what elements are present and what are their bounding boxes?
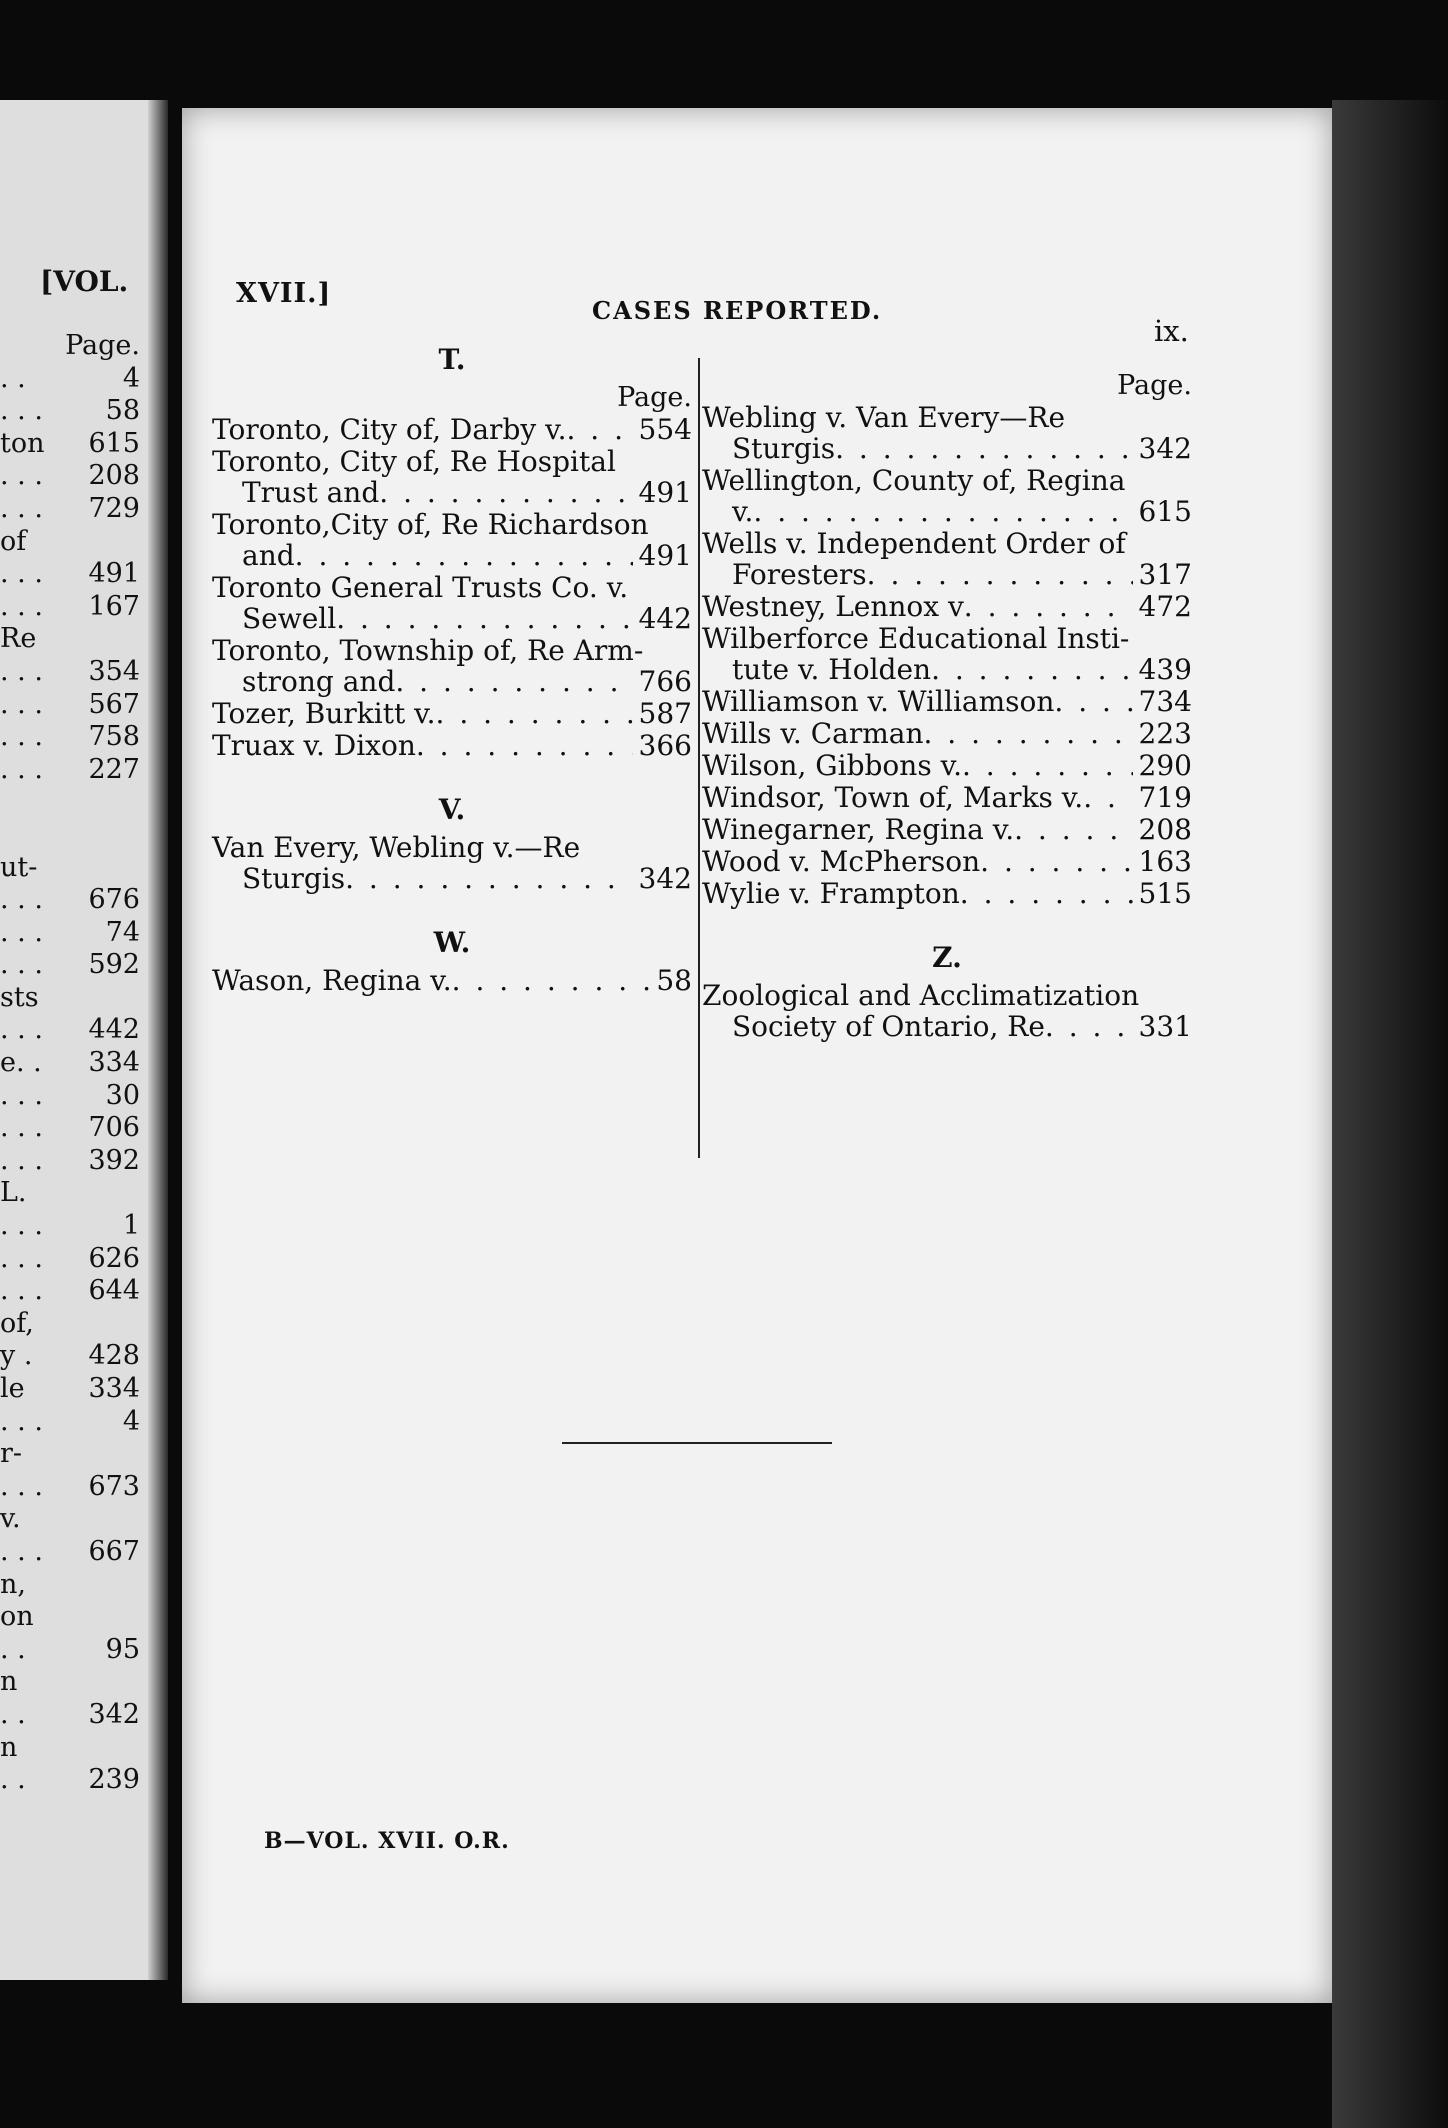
page-reference: 515 [1138, 877, 1192, 910]
entry-text: Toronto,City of, Re Richardson [212, 508, 649, 541]
index-entry [212, 730, 692, 761]
page-reference: 491 [638, 539, 692, 572]
facing-page-row-text: . . . [0, 395, 43, 427]
facing-page-row [0, 1601, 140, 1634]
index-entry-line [212, 965, 692, 996]
entry-text: Truax v. Dixon [212, 729, 416, 762]
facing-page [0, 100, 168, 1980]
dot-leader [295, 540, 633, 571]
facing-page-row-number: 729 [88, 492, 140, 524]
facing-page-row-number: 615 [88, 427, 140, 459]
index-column-left [212, 338, 692, 997]
facing-page-row [0, 1145, 140, 1178]
entry-text: Wilberforce Educational Insti- [702, 622, 1130, 655]
facing-page-row-text: . . . [0, 460, 43, 492]
index-entry-line [702, 654, 1192, 685]
entry-text: Webling v. Van Every—Re [702, 401, 1066, 434]
facing-page-row-text: r- [0, 1438, 23, 1470]
index-entry-line [212, 698, 692, 729]
facing-page-row-text: . . . [0, 1275, 43, 1307]
index-entry [702, 623, 1192, 685]
dot-leader [1083, 782, 1132, 813]
page-reference: 342 [1138, 432, 1192, 465]
facing-page-row [0, 689, 140, 722]
facing-page-row-text: . . . [0, 655, 43, 687]
facing-page-index-column [0, 330, 140, 1797]
dot-leader [931, 654, 1132, 685]
index-entry-line [702, 465, 1192, 496]
entry-text: and [242, 539, 295, 572]
index-entry-line [212, 603, 692, 634]
entry-text: Windsor, Town of, Marks v. [702, 781, 1084, 814]
index-page [182, 108, 1332, 2003]
facing-page-row [0, 1438, 140, 1471]
index-entry [702, 750, 1192, 781]
entry-text: Tozer, Burkitt v. [212, 697, 436, 730]
dot-leader [962, 750, 1133, 781]
facing-page-row-text: . . . [0, 1079, 43, 1111]
facing-page-row [0, 1536, 140, 1569]
index-entry [702, 980, 1192, 1042]
dot-leader [960, 878, 1133, 909]
facing-page-row [0, 1210, 140, 1243]
entry-text: Williamson v. Williamson [702, 685, 1055, 718]
facing-page-row-text: . . . [0, 721, 43, 753]
index-entry [702, 814, 1192, 845]
facing-page-row-text: . . . [0, 1014, 43, 1046]
facing-page-row-number: 644 [88, 1275, 140, 1307]
page-reference: 331 [1138, 1010, 1192, 1043]
dot-leader [1054, 686, 1132, 717]
facing-page-row [0, 1177, 140, 1210]
facing-page-row-number: 491 [88, 558, 140, 590]
facing-page-row [0, 1503, 140, 1536]
facing-page-row-number: 227 [88, 753, 140, 785]
book-gutter [148, 100, 168, 1980]
facing-page-row [0, 1308, 140, 1341]
index-entry [702, 465, 1192, 527]
page-reference: 719 [1138, 781, 1192, 814]
index-entry [212, 572, 692, 634]
page-reference: 734 [1138, 685, 1192, 718]
facing-page-row [0, 1406, 140, 1439]
dot-leader [1045, 1011, 1133, 1042]
facing-page-row-number: 4 [122, 362, 140, 394]
facing-page-row [0, 1112, 140, 1145]
entry-text: Wood v. McPherson [702, 845, 981, 878]
end-rule [562, 1442, 832, 1444]
facing-page-row-text: . . . [0, 884, 43, 916]
dot-leader [416, 730, 633, 761]
dot-leader [345, 863, 632, 894]
index-entry [212, 965, 692, 996]
section-gap [212, 895, 692, 921]
page-reference: 472 [1138, 590, 1192, 623]
facing-page-row-text: of, [0, 1307, 34, 1339]
facing-page-row-text: y . [0, 1340, 33, 1372]
index-entry-line [212, 863, 692, 894]
facing-page-row-number: 626 [88, 1242, 140, 1274]
facing-page-row [0, 623, 140, 656]
facing-page-row-number: 676 [88, 884, 140, 916]
index-entry-line [212, 666, 692, 697]
entry-text: Toronto General Trusts Co. v. [212, 571, 629, 604]
dot-leader [452, 965, 651, 996]
facing-page-row-text: . . . [0, 492, 43, 524]
facing-page-row [0, 786, 140, 819]
facing-page-row [0, 1243, 140, 1276]
page-reference: 58 [656, 964, 692, 997]
index-entry-line [702, 878, 1192, 909]
facing-page-row-number: 428 [88, 1340, 140, 1372]
page-reference: 317 [1138, 558, 1192, 591]
facing-page-row-text: n [0, 1666, 18, 1698]
section-letter: W. [433, 926, 471, 959]
entry-text: Wylie v. Frampton [702, 877, 960, 910]
facing-page-row [0, 428, 140, 461]
entry-text: Society of Ontario, Re [732, 1010, 1045, 1043]
facing-page-row-text: e. . [0, 1047, 42, 1079]
facing-page-row [0, 1764, 140, 1797]
facing-page-row-number: 442 [88, 1014, 140, 1046]
facing-page-row-text: Re [0, 623, 37, 655]
index-entry-line [702, 718, 1192, 749]
facing-page-row-text: . . [0, 1698, 26, 1730]
page-reference: 163 [1138, 845, 1192, 878]
page-column-label: Page. [617, 382, 692, 413]
running-head-title: CASES REPORTED. [592, 296, 883, 325]
page-folio: ix. [1154, 314, 1189, 348]
facing-page-row [0, 395, 140, 428]
facing-page-row-number: 567 [88, 688, 140, 720]
facing-page-row-text: . . . [0, 916, 43, 948]
index-entry [212, 635, 692, 697]
section-gap [212, 762, 692, 788]
facing-page-row-number: 1 [122, 1210, 140, 1242]
facing-page-row [0, 591, 140, 624]
running-head-volume: XVII.] [236, 278, 332, 309]
facing-page-row [0, 917, 140, 950]
page-edge-shadow [1332, 100, 1448, 2128]
section-gap [702, 910, 1192, 936]
facing-page-row-number: 667 [88, 1535, 140, 1567]
facing-page-row [0, 558, 140, 591]
facing-page-row-text: . . . [0, 1405, 43, 1437]
facing-page-row [0, 819, 140, 852]
column-rule [698, 358, 700, 1158]
facing-page-row [0, 1471, 140, 1504]
facing-page-row [0, 982, 140, 1015]
facing-page-row [0, 656, 140, 689]
facing-page-row [0, 1699, 140, 1732]
dot-leader [924, 718, 1133, 749]
facing-page-row-text: . . . [0, 1535, 43, 1567]
facing-page-row-text: n [0, 1731, 18, 1763]
dot-leader [835, 433, 1132, 464]
entry-text: tute v. Holden [732, 653, 932, 686]
facing-page-row-text: . . . [0, 558, 43, 590]
entry-text: Sturgis [732, 432, 836, 465]
index-column-right [702, 370, 1192, 1043]
facing-page-row-number: 58 [105, 395, 140, 427]
index-entry [212, 698, 692, 729]
facing-page-row [0, 526, 140, 559]
entry-text: v. [732, 495, 754, 528]
entry-text: Winegarner, Regina v. [702, 813, 1015, 846]
index-entry [702, 686, 1192, 717]
index-entry-line [702, 814, 1192, 845]
index-entry-line [702, 750, 1192, 781]
facing-page-row [0, 754, 140, 787]
page-reference: 587 [638, 697, 692, 730]
facing-page-row-text: . . . [0, 1210, 43, 1242]
index-entry [212, 414, 692, 445]
page-reference: 491 [638, 476, 692, 509]
facing-page-row [0, 1666, 140, 1699]
facing-page-row-text: le [0, 1373, 25, 1404]
section-letter: T. [438, 343, 466, 376]
index-entry-line [702, 528, 1192, 559]
facing-page-row-text: . . . [0, 1144, 43, 1176]
facing-page-row-number: 706 [88, 1112, 140, 1144]
facing-page-row-text: . . [0, 362, 26, 394]
entry-text: Westney, Lennox v [702, 590, 964, 623]
facing-page-row [0, 1014, 140, 1047]
index-entry-line [212, 477, 692, 508]
facing-page-row-text: of [0, 525, 27, 557]
entry-text: Sewell [242, 602, 337, 635]
entry-text: Wills v. Carman [702, 717, 924, 750]
index-entry [212, 446, 692, 508]
dot-leader [1014, 814, 1132, 845]
facing-page-row-number: 167 [88, 590, 140, 622]
facing-page-row [0, 1732, 140, 1765]
facing-page-row-number: 4 [122, 1405, 140, 1437]
index-entry-line [212, 446, 692, 477]
index-entry-line [702, 686, 1192, 717]
dot-leader [336, 603, 632, 634]
facing-page-row-number: 392 [88, 1144, 140, 1176]
facing-page-row-number: 354 [88, 655, 140, 687]
entry-text: Zoological and Acclimatization [702, 979, 1140, 1012]
dot-leader [395, 666, 632, 697]
entry-text: Foresters [732, 558, 867, 591]
facing-page-row-number: 95 [105, 1633, 140, 1665]
facing-page-volume-heading: [VOL. [40, 265, 129, 298]
index-entry-line [702, 559, 1192, 590]
index-entry-line [212, 414, 692, 445]
entry-text: Toronto, Township of, Re Arm- [212, 634, 644, 667]
page-reference: 439 [1138, 653, 1192, 686]
facing-page-row-text: ut- [0, 851, 38, 883]
facing-page-row-text: . . . [0, 590, 43, 622]
section-letter: V. [438, 793, 466, 826]
dot-leader [980, 846, 1132, 877]
facing-page-row-text: n, [0, 1568, 26, 1600]
page-reference: 290 [1138, 749, 1192, 782]
page-reference: 366 [638, 729, 692, 762]
dot-leader [436, 698, 633, 729]
facing-page-row-text: . . . [0, 1242, 43, 1274]
facing-page-row [0, 493, 140, 526]
index-entry-line [212, 572, 692, 603]
index-entry-line [212, 730, 692, 761]
dot-leader [964, 591, 1133, 622]
entry-text: Wason, Regina v. [212, 964, 452, 997]
facing-page-row-number: Page. [65, 330, 140, 361]
facing-page-row [0, 721, 140, 754]
index-entry [702, 878, 1192, 909]
index-entry-line [702, 623, 1192, 654]
index-entry [702, 718, 1192, 749]
facing-page-row-text: . . [0, 1764, 26, 1796]
index-entry [212, 509, 692, 571]
facing-page-row-text: . . . [0, 688, 43, 720]
page-reference: 208 [1138, 813, 1192, 846]
signature-mark: B—VOL. XVII. O.R. [264, 1828, 510, 1854]
index-entry-line [702, 782, 1192, 813]
entry-text: Sturgis [242, 862, 346, 895]
page-reference: 615 [1138, 495, 1192, 528]
dot-leader [379, 477, 632, 508]
entry-text: Wellington, County of, Regina [702, 464, 1126, 497]
page-column-label: Page. [1117, 370, 1192, 401]
facing-page-row-text: on [0, 1601, 34, 1633]
facing-page-row-number: 342 [88, 1698, 140, 1730]
entry-text: Toronto, City of, Re Hospital [212, 445, 616, 478]
facing-page-row-number: 74 [105, 916, 140, 948]
facing-page-row-text: L. [0, 1177, 27, 1209]
facing-page-row [0, 949, 140, 982]
facing-page-row-text: . . . [0, 1470, 43, 1502]
facing-page-row-text: sts [0, 981, 39, 1013]
facing-page-row-number: 673 [88, 1470, 140, 1502]
index-entry [702, 846, 1192, 877]
index-entry-line [212, 509, 692, 540]
page-reference: 223 [1138, 717, 1192, 750]
facing-page-row [0, 1569, 140, 1602]
page-reference: 766 [638, 665, 692, 698]
facing-page-row-number: 334 [88, 1373, 140, 1404]
dot-leader [753, 496, 1132, 527]
section-letter: Z. [932, 941, 962, 974]
index-entry [702, 528, 1192, 590]
index-entry [702, 591, 1192, 622]
index-entry-line [702, 433, 1192, 464]
facing-page-row-number: 30 [105, 1079, 140, 1111]
page-reference: 442 [638, 602, 692, 635]
index-entry-line [702, 402, 1192, 433]
facing-page-row [0, 1373, 140, 1406]
facing-page-row [0, 1047, 140, 1080]
index-entry-line [702, 846, 1192, 877]
page-reference: 554 [638, 413, 692, 446]
index-entry-line [702, 591, 1192, 622]
entry-text: Van Every, Webling v.—Re [212, 831, 581, 864]
facing-page-row [0, 1340, 140, 1373]
facing-page-row-number: 208 [88, 460, 140, 492]
index-entry-line [212, 832, 692, 863]
facing-page-row-number: 334 [88, 1047, 140, 1079]
index-entry [702, 402, 1192, 464]
entry-text: Toronto, City of, Darby v. [212, 413, 567, 446]
facing-page-row [0, 884, 140, 917]
entry-text: Wilson, Gibbons v. [702, 749, 962, 782]
facing-page-row [0, 330, 140, 363]
facing-page-row [0, 363, 140, 396]
index-entry-line [702, 1011, 1192, 1042]
index-entry-line [212, 635, 692, 666]
facing-page-row-number: 592 [88, 949, 140, 981]
page-reference: 342 [638, 862, 692, 895]
dot-leader [566, 414, 632, 445]
facing-page-row-text: . . [0, 1633, 26, 1665]
facing-page-row-text: . . . [0, 1112, 43, 1144]
index-entry-line [702, 496, 1192, 527]
facing-page-row-text: v. [0, 1503, 21, 1535]
dot-leader [867, 559, 1133, 590]
entry-text: strong and [242, 665, 396, 698]
facing-page-row [0, 1634, 140, 1667]
index-entry-line [212, 540, 692, 571]
entry-text: Wells v. Independent Order of [702, 527, 1126, 560]
facing-page-row [0, 460, 140, 493]
entry-text: Trust and [242, 476, 380, 509]
facing-page-row-number: 239 [88, 1764, 140, 1796]
facing-page-row-text: . . . [0, 949, 43, 981]
index-entry-line [702, 980, 1192, 1011]
facing-page-row [0, 1275, 140, 1308]
facing-page-row [0, 852, 140, 885]
facing-page-row-number: 758 [88, 721, 140, 753]
index-entry [212, 832, 692, 894]
index-entry [702, 782, 1192, 813]
facing-page-row [0, 1080, 140, 1113]
facing-page-row-text: ton [0, 427, 45, 459]
facing-page-row-text: . . . [0, 753, 43, 785]
